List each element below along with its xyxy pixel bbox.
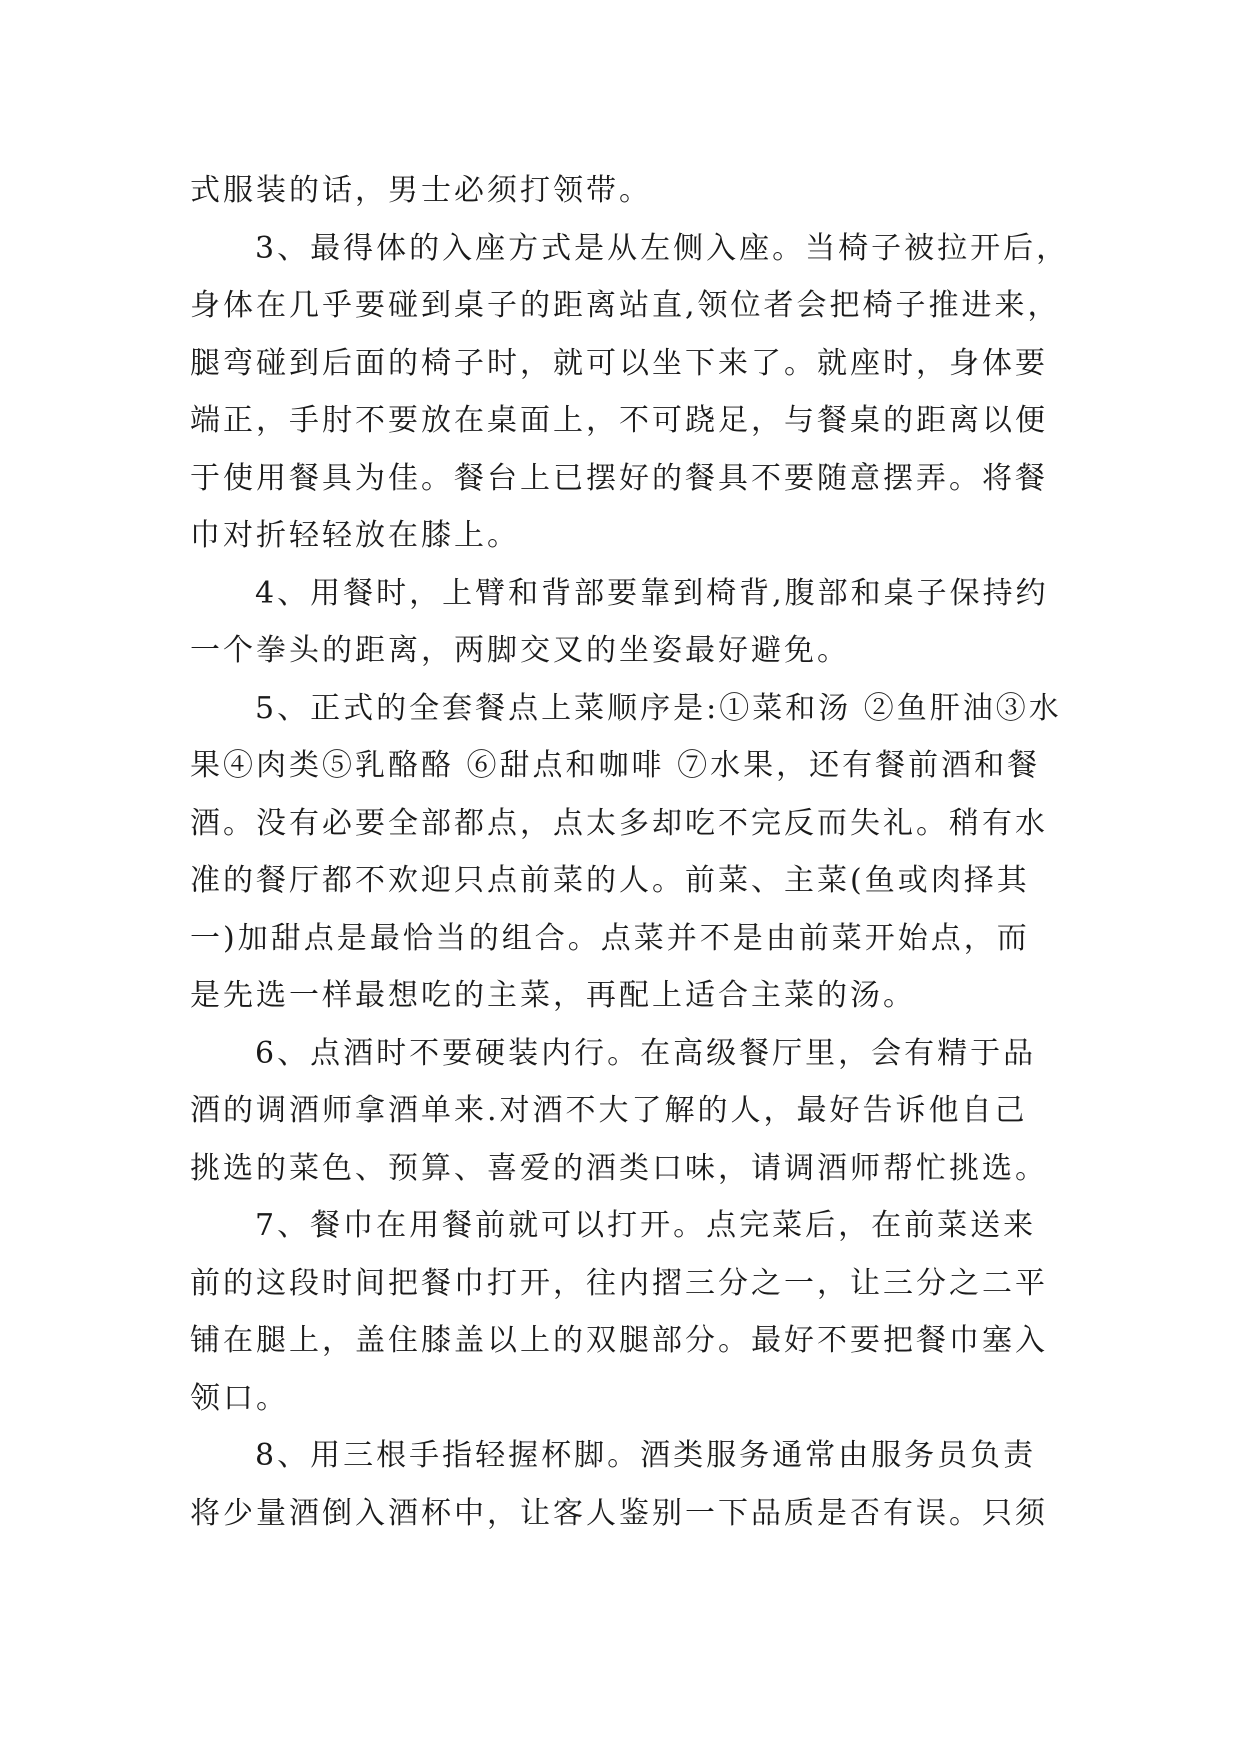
text-line: 将少量酒倒入酒杯中，让客人鉴别一下品质是否有误。只须 [190, 1495, 1048, 1531]
text-line: 腿弯碰到后面的椅子时，就可以坐下来了。就座时，身体要 [190, 345, 1048, 381]
text-line: 端正，手肘不要放在桌面上，不可跷足，与餐桌的距离以便 [190, 403, 1048, 438]
text-line: 4、用餐时，上臂和背部要靠到椅背,腹部和桌子保持约 [255, 575, 1049, 611]
text-line: 巾对折轻轻放在膝上。 [190, 518, 520, 553]
text-line: 是先选一样最想吃的主菜，再配上适合主菜的汤。 [190, 978, 916, 1013]
text-line: 准的餐厅都不欢迎只点前菜的人。前菜、主菜(鱼或肉择其 [190, 863, 1030, 898]
text-line: 3、最得体的入座方式是从左侧入座。当椅子被拉开后， [255, 230, 1070, 266]
text-line: 酒的调酒师拿酒单来.对酒不大了解的人，最好告诉他自己 [190, 1093, 1028, 1128]
text-line: 铺在腿上，盖住膝盖以上的双腿部分。最好不要把餐巾塞入 [190, 1323, 1048, 1358]
text-line: 前的这段时间把餐巾打开，往内摺三分之一，让三分之二平 [190, 1265, 1048, 1301]
text-line: 6、点酒时不要硬装内行。在高级餐厅里，会有精于品 [255, 1035, 1037, 1071]
text-line: 5、正式的全套餐点上菜顺序是:①菜和汤 ②鱼肝油③水 [255, 690, 1062, 726]
text-line: 一)加甜点是最恰当的组合。点菜并不是由前菜开始点，而 [190, 920, 1030, 956]
text-line: 于使用餐具为佳。餐台上已摆好的餐具不要随意摆弄。将餐 [190, 460, 1048, 496]
body-text [190, 162, 1080, 1542]
text-line: 8、用三根手指轻握杯脚。酒类服务通常由服务员负责 [255, 1438, 1037, 1473]
text-line: 身体在几乎要碰到桌子的距离站直,领位者会把椅子推进来， [190, 288, 1061, 323]
text-line: 领口。 [190, 1380, 289, 1416]
text-line: 酒。没有必要全部都点，点太多却吃不完反而失礼。稍有水 [190, 805, 1048, 841]
text-line: 式服装的话，男士必须打领带。 [190, 173, 652, 208]
text-line: 7、餐巾在用餐前就可以打开。点完菜后，在前菜送来 [255, 1208, 1037, 1243]
text-line: 挑选的菜色、预算、喜爱的酒类口味，请调酒师帮忙挑选。 [190, 1150, 1048, 1186]
text-line: 一个拳头的距离，两脚交叉的坐姿最好避免。 [190, 633, 850, 668]
text-line: 果④肉类⑤乳酪酪 ⑥甜点和咖啡 ⑦水果，还有餐前酒和餐 [190, 748, 1041, 783]
